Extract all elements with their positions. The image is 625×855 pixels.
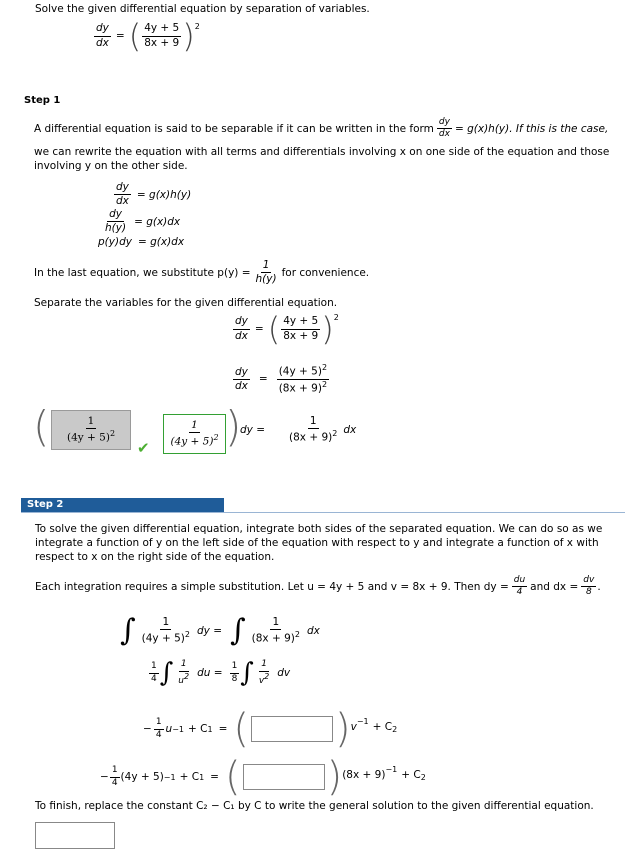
du-num: du [512,576,527,587]
integral-sign-left: ∫ [120,613,136,648]
line3-u: u [165,723,173,735]
step1-eq1: $\frac{dy}{dx}$ = g(x)h(y) [116,181,192,208]
rhs-fraction [142,23,181,48]
eq2-den: h(y) [105,222,127,235]
eq3-rhs: = g(x)dx [137,236,185,248]
result-dx: dx [343,423,357,436]
subst-line [34,260,369,285]
rhs-exponent: 2 [194,22,200,31]
lhs-den: dx [96,36,109,49]
answer-right-paren: ) [225,402,242,451]
dv-num: dv [581,576,596,587]
problem-equation: $\frac{dy}{dx}$ = ( $\frac{4y + 5}{8x + 9}$ ) 2 [96,17,200,55]
step1-eq2 [102,209,180,234]
coef-right-num: 1 [230,662,240,673]
answer-den: (4y + 5) [66,431,110,444]
du-den: 4 [516,587,523,598]
du-label: du = [197,667,223,679]
line3-c1: + C [188,723,208,735]
step2-rule [21,512,625,513]
answer-submitted-box[interactable]: $\frac{1}{(4y + 5)^2}$ [51,410,131,450]
answer-left-paren: ( [33,402,50,451]
rhs-den: 8x + 9 [144,36,180,49]
expanded-num: (4y + 5) [278,365,322,378]
separate-eq1: $\frac{dy}{dx}$ = ( $\frac{4y + 5}{8x + 9}$ ) 2 [235,310,339,348]
step1-intro-c: involving y on the other side. [34,160,188,172]
result-den: (8x + 9) [289,431,333,444]
step1-intro-b: we can rewrite the equation with all terms and differentials involving x on one side of the equation and those [34,146,610,158]
subst-num: 1 [261,260,272,273]
line3-input[interactable] [251,716,333,742]
step2-header: Step 2 [21,498,224,512]
v-den: v [258,675,265,686]
general-solution-input[interactable] [35,822,115,849]
form-rhs: = g(x)h(y). If this is the case, [454,122,609,135]
line4-input[interactable] [243,764,325,790]
dv-label: dv [277,667,291,679]
lhs-num: dy [94,23,111,36]
line3-v: v [350,721,357,733]
subst-post: for convenience. [281,266,370,279]
result-num: 1 [308,416,319,429]
step2-text-c: respect to x on the right side of the equation. [35,551,275,563]
subst-pre: In the last equation, we substitute p(y) = [34,266,251,279]
int-dx-label: dx [306,625,320,637]
separate-eq2: $\frac{dy}{dx}$ = $\frac{(4y + 5)^2}{(8x + 9)^2}$ [235,363,328,395]
step2-sub-line: Each integration requires a simple substitution. Let u = 4y + 5 and v = 8x + 9. Then dy = $\frac{du}{4}$ and dx = $\frac{dv}{8}$ . [35,575,601,598]
eq2-rhs: = g(x)dx [134,215,181,228]
correct-den: (4y + 5) [170,435,214,448]
correct-num: 1 [189,420,200,433]
eq3-lhs: p(y)dy [98,236,132,248]
problem-prompt: Solve the given differential equation by separation of variables. [35,3,370,15]
step2-text-b: integrate a function of y on the left side of the equation with respect to y and integrate a function of x with [35,537,599,549]
integral-sign-right: ∫ [230,613,246,648]
rhs-num: 4y + 5 [142,23,181,36]
int-left-num: 1 [160,617,171,630]
integral-line3: − $\frac{1}{4}$ u −1 + C 1 = ( ) v −1 + C 2 [143,706,398,752]
line4-after: (8x + 9) [342,769,386,781]
step2-text-a: To solve the given differential equation, integrate both sides of the separated equation. We can do so as we [35,523,603,535]
line4-left: (4y + 5) [120,771,164,783]
step1-eq3 [98,236,184,248]
separate-text: Separate the variables for the given differential equation. [34,297,338,309]
and-dx: and dx = [530,580,579,593]
step1-label: Step 1 [24,95,61,106]
integral-line1: ∫ $\frac{1}{(4y + 5)^2}$ dy = ∫ $\frac{1}{(8x + 9)^2}$ dx [120,613,320,648]
lhs-fraction [94,23,111,48]
int-right-num: 1 [270,617,281,630]
int-right-den: (8x + 9) [251,632,295,645]
int-left-den: (4y + 5) [141,632,185,645]
u-den: u [178,675,184,686]
answer-num: 1 [86,416,97,429]
integral-line2: $\frac{1}{4}$ ∫ $\frac{1}{u2}$ du = $\frac{1}{8}$ ∫ $\frac{1}{v2}$ dv [151,658,291,688]
coef-left-den: 4 [151,673,157,684]
int-dy-label: dy = [196,625,222,637]
eq1-rhs: = g(x)h(y) [136,188,192,201]
dv-den: 8 [585,587,592,598]
line3-c2: + C [372,721,393,733]
finish-text: To finish, replace the constant C₂ − C₁ by C to write the general solution to the given differential equation. [35,800,594,812]
answer-rhs: dy = $\frac{1}{(8x + 9)^2}$ dx [240,415,357,444]
expanded-den: (8x + 9) [278,382,322,395]
dy-eq: dy = [240,423,266,436]
coef-left-num: 1 [149,662,159,673]
sub-text: Each integration requires a simple substitution. Let u = 4y + 5 and v = 8x + 9. Then dy = [35,580,509,593]
subst-den: h(y) [255,273,277,286]
step1-intro-line1 [34,118,608,140]
integral-line4: − $\frac{1}{4}$ (4y + 5) −1 + C 1 = ( ) (8x + 9) −1 + C 2 [100,754,426,800]
answer-correct-box: $\frac{1}{(4y + 5)^2}$ [163,414,226,454]
form-fraction: $\frac{dy}{dx}$ [438,117,450,140]
eq2-num: dy [107,209,124,222]
check-icon: ✔ [137,439,150,457]
coef-right-den: 8 [231,673,238,684]
step1-intro-a: A differential equation is said to be separable if it can be written in the form [34,122,434,135]
